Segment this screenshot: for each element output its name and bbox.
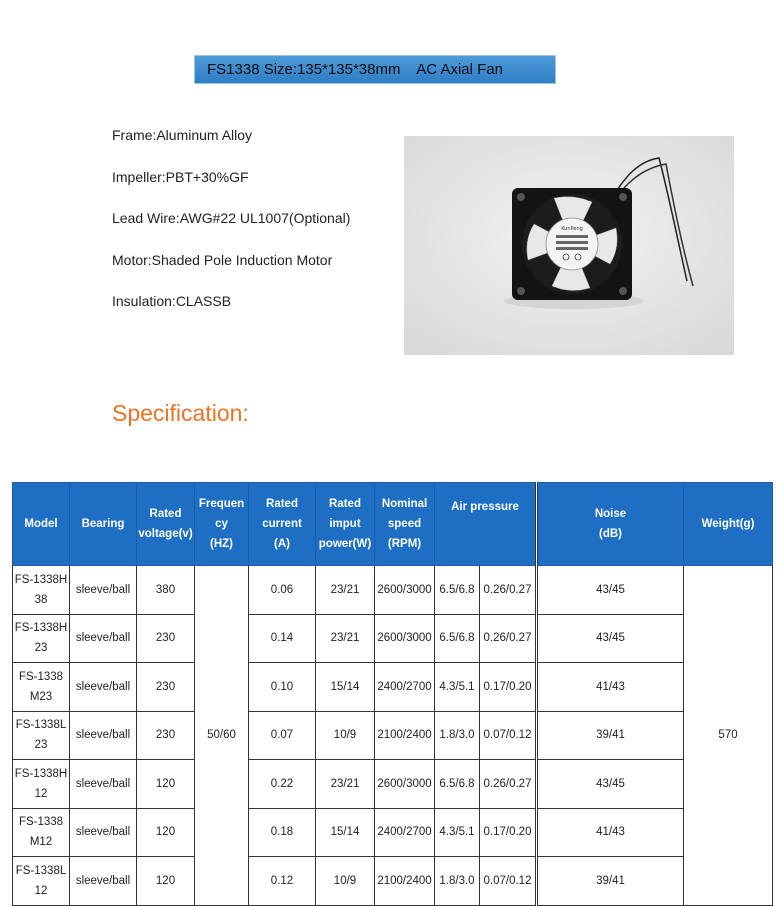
header-voltage: Rated voltage(v) xyxy=(137,483,195,566)
cell-air-pressure-2: 0.26/0.27 xyxy=(480,614,537,663)
cell-current: 0.10 xyxy=(249,663,316,712)
cell-voltage: 230 xyxy=(137,711,195,760)
cell-model: FS-1338H 12 xyxy=(13,760,70,809)
cell-model: FS-1338L 23 xyxy=(13,711,70,760)
table-row xyxy=(13,566,773,615)
header-frequency: Frequen cy (HZ) xyxy=(195,483,249,566)
cell-bearing: sleeve/ball xyxy=(70,566,137,615)
header-air-pressure: Air pressure xyxy=(435,483,537,566)
cell-power: 15/14 xyxy=(316,808,375,857)
spec-frame: Frame:Aluminum Alloy xyxy=(112,127,253,143)
specification-table xyxy=(12,482,773,906)
cell-current: 0.14 xyxy=(249,614,316,663)
cell-noise: 41/43 xyxy=(537,808,684,857)
cell-air-pressure-2: 0.26/0.27 xyxy=(480,760,537,809)
cell-air-pressure-2: 0.17/0.20 xyxy=(480,808,537,857)
cell-speed: 2600/3000 xyxy=(375,760,435,809)
cell-air-pressure-1: 1.8/3.0 xyxy=(435,711,480,760)
cell-power: 10/9 xyxy=(316,711,375,760)
cell-current: 0.07 xyxy=(249,711,316,760)
cell-air-pressure-2: 0.17/0.20 xyxy=(480,663,537,712)
product-photo xyxy=(404,136,734,355)
cell-model: FS-1338L 12 xyxy=(13,857,70,906)
cell-weight: 570 xyxy=(684,566,773,906)
header-noise: Noise (dB) xyxy=(537,483,684,566)
cell-voltage: 120 xyxy=(137,760,195,809)
cell-air-pressure-1: 4.3/5.1 xyxy=(435,663,480,712)
cell-power: 10/9 xyxy=(316,857,375,906)
cell-speed: 2600/3000 xyxy=(375,566,435,615)
spec-impeller: Impeller:PBT+30%GF xyxy=(112,169,249,185)
table-row xyxy=(13,711,773,760)
cell-noise: 43/45 xyxy=(537,614,684,663)
cell-power: 15/14 xyxy=(316,663,375,712)
cell-air-pressure-1: 6.5/6.8 xyxy=(435,760,480,809)
cell-bearing: sleeve/ball xyxy=(70,614,137,663)
cell-noise: 43/45 xyxy=(537,566,684,615)
cell-voltage: 230 xyxy=(137,663,195,712)
cell-power: 23/21 xyxy=(316,614,375,663)
cell-speed: 2100/2400 xyxy=(375,711,435,760)
cell-bearing: sleeve/ball xyxy=(70,808,137,857)
cell-model: FS-1338H 38 xyxy=(13,566,70,615)
cell-bearing: sleeve/ball xyxy=(70,760,137,809)
cell-current: 0.18 xyxy=(249,808,316,857)
cell-voltage: 120 xyxy=(137,808,195,857)
cell-noise: 41/43 xyxy=(537,663,684,712)
cell-speed: 2400/2700 xyxy=(375,663,435,712)
cell-model: FS-1338 M23 xyxy=(13,663,70,712)
cell-speed: 2600/3000 xyxy=(375,614,435,663)
svg-text:KunPeng: KunPeng xyxy=(561,226,583,232)
header-model: Model xyxy=(13,483,70,566)
cell-frequency: 50/60 xyxy=(195,566,249,906)
cell-bearing: sleeve/ball xyxy=(70,711,137,760)
product-title-banner: FS1338 Size:135*135*38mm AC Axial Fan xyxy=(194,55,556,84)
cell-voltage: 120 xyxy=(137,857,195,906)
cell-model: FS-1338 M12 xyxy=(13,808,70,857)
cell-bearing: sleeve/ball xyxy=(70,663,137,712)
cell-power: 23/21 xyxy=(316,760,375,809)
cell-voltage: 230 xyxy=(137,614,195,663)
spec-motor: Motor:Shaded Pole Induction Motor xyxy=(112,252,333,268)
table-row xyxy=(13,614,773,663)
table-row xyxy=(13,760,773,809)
fan-illustration-icon xyxy=(404,136,734,355)
header-bearing: Bearing xyxy=(70,483,137,566)
spec-lead-wire: Lead Wire:AWG#22 UL1007(Optional) xyxy=(112,210,351,226)
cell-current: 0.06 xyxy=(249,566,316,615)
spec-insulation: Insulation:CLASSB xyxy=(112,293,232,309)
table-row xyxy=(13,663,773,712)
cell-noise: 43/45 xyxy=(537,760,684,809)
header-current: Rated current (A) xyxy=(249,483,316,566)
specification-heading: Specification: xyxy=(112,400,249,426)
cell-speed: 2100/2400 xyxy=(375,857,435,906)
cell-noise: 39/41 xyxy=(537,711,684,760)
cell-air-pressure-1: 6.5/6.8 xyxy=(435,614,480,663)
cell-air-pressure-2: 0.07/0.12 xyxy=(480,857,537,906)
cell-air-pressure-1: 1.8/3.0 xyxy=(435,857,480,906)
cell-power: 23/21 xyxy=(316,566,375,615)
cell-voltage: 380 xyxy=(137,566,195,615)
cell-noise: 39/41 xyxy=(537,857,684,906)
cell-air-pressure-1: 6.5/6.8 xyxy=(435,566,480,615)
cell-model: FS-1338H 23 xyxy=(13,614,70,663)
cell-current: 0.12 xyxy=(249,857,316,906)
cell-current: 0.22 xyxy=(249,760,316,809)
cell-air-pressure-2: 0.26/0.27 xyxy=(480,566,537,615)
table-header-row xyxy=(13,483,773,566)
cell-air-pressure-1: 4.3/5.1 xyxy=(435,808,480,857)
cell-bearing: sleeve/ball xyxy=(70,857,137,906)
header-speed: Nominal speed (RPM) xyxy=(375,483,435,566)
cell-speed: 2400/2700 xyxy=(375,808,435,857)
header-power: Rated imput power(W) xyxy=(316,483,375,566)
cell-air-pressure-2: 0.07/0.12 xyxy=(480,711,537,760)
table-row xyxy=(13,808,773,857)
header-weight: Weight(g) xyxy=(684,483,773,566)
